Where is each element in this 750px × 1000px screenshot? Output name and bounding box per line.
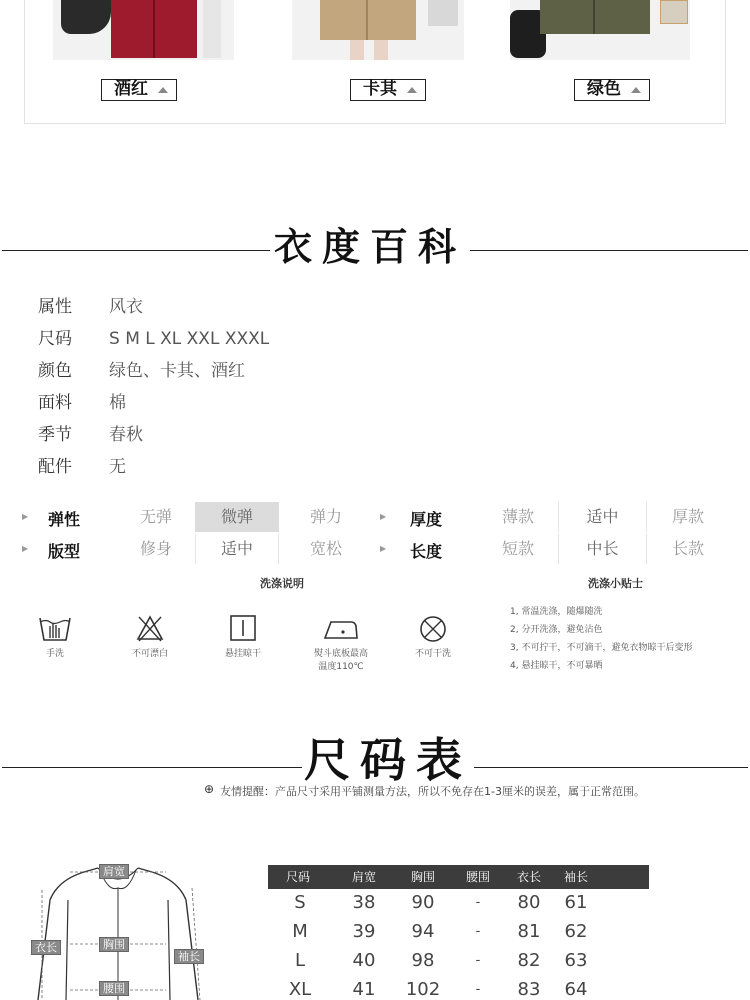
- care-caption: 熨斗底板最高: [313, 649, 368, 659]
- photo-green: [510, 0, 690, 60]
- caret-right-icon: ▶: [22, 512, 29, 521]
- diagram-label-sleeve: 袖长: [174, 949, 204, 964]
- heading-rule-right: [470, 250, 748, 251]
- table-cell: -: [475, 895, 481, 910]
- attribute-key: 面料: [38, 393, 72, 413]
- heading-rule-left: [2, 250, 270, 251]
- attribute-key: 属性: [38, 297, 72, 317]
- photo-khaki: [292, 0, 464, 60]
- attribute-row: [38, 388, 126, 413]
- wash-tip: 1, 常温洗涤，随爆随洗: [510, 607, 603, 617]
- diagram-label-chest: 胸围: [99, 937, 129, 952]
- table-row: [268, 917, 649, 947]
- table-cell: -: [475, 982, 481, 997]
- column-header: 肩宽: [351, 870, 376, 884]
- attribute-value: 绿色、卡其、酒红: [109, 361, 245, 381]
- table-row: [268, 888, 649, 918]
- wash-tip: 2, 分开洗涤，避免沾色: [510, 625, 603, 635]
- wash-tips-title: 洗涤小贴士: [588, 577, 643, 590]
- heading-rule-left: [2, 767, 302, 768]
- care-caption-line2: 温度110℃: [318, 662, 364, 672]
- attribute-value: S M L XL XXL XXXL: [109, 329, 270, 349]
- elasticity-option-selected: 微弹: [195, 502, 279, 532]
- attribute-key: 季节: [38, 425, 72, 445]
- column-header: 尺码: [285, 870, 310, 884]
- column-header: 腰围: [465, 870, 490, 884]
- color-tag-khaki: [350, 79, 426, 101]
- color-tag-label: 绿色: [587, 79, 621, 99]
- length-option: 短款: [501, 539, 534, 558]
- fit-option-selected: 适中: [195, 534, 279, 564]
- triangle-up-icon: [158, 87, 168, 93]
- fit-option: 宽松: [309, 539, 342, 558]
- caret-right-icon: ▶: [380, 544, 387, 553]
- table-cell: S: [294, 892, 306, 913]
- attribute-key: 尺码: [38, 329, 72, 349]
- attribute-row: [38, 292, 143, 317]
- elasticity-option: 弹力: [309, 507, 342, 526]
- size-chart-title: 尺码表: [304, 733, 472, 787]
- encyclopedia-title: 衣度百科: [273, 224, 466, 269]
- hang-dry-icon: [229, 614, 257, 642]
- no-tumble-dry-icon: [418, 614, 448, 644]
- table-cell: 83: [517, 979, 541, 1000]
- table-row: [268, 946, 649, 976]
- caret-right-icon: ▶: [22, 544, 29, 553]
- hand-wash-icon: [38, 614, 72, 642]
- triangle-up-icon: [407, 87, 417, 93]
- attribute-row: [38, 324, 269, 349]
- care-caption: 手洗: [45, 649, 64, 659]
- table-cell: -: [475, 953, 481, 968]
- caret-right-icon: ▶: [380, 512, 387, 521]
- size-table-header: [268, 865, 649, 889]
- heading-rule-right: [474, 767, 748, 768]
- measurement-note: 友情提醒：产品尺寸采用平铺测量方法，所以不免存在1-3厘米的误差，属于正常范围。: [220, 785, 645, 798]
- property-label-fit: 版型: [48, 542, 81, 561]
- thickness-option: 厚款: [671, 507, 704, 526]
- care-caption: 不可漂白: [131, 649, 168, 659]
- attribute-row: [38, 420, 143, 445]
- fit-option: 修身: [139, 539, 172, 558]
- attribute-row: [38, 356, 245, 381]
- table-cell: 62: [564, 921, 588, 942]
- iron-icon: [323, 616, 359, 640]
- property-label-elasticity: 弹性: [48, 510, 81, 529]
- wash-tip: 3, 不可拧干，不可滴干，避免衣物晾干后变形: [510, 643, 693, 653]
- diagram-label-waist: 腰围: [99, 981, 129, 996]
- column-header: 胸围: [410, 870, 435, 884]
- wash-instructions-title: 洗涤说明: [260, 577, 304, 590]
- care-caption: 不可干洗: [414, 649, 451, 659]
- triangle-up-icon: [631, 87, 641, 93]
- color-tag-label: 卡其: [363, 79, 397, 99]
- table-row: [268, 975, 649, 1000]
- table-cell: XL: [288, 979, 312, 1000]
- table-cell: 41: [352, 979, 376, 1000]
- table-cell: 81: [517, 921, 541, 942]
- table-cell: 102: [405, 979, 441, 1000]
- table-cell: 80: [517, 892, 541, 913]
- table-cell: M: [292, 921, 308, 942]
- thickness-option: 薄款: [501, 507, 534, 526]
- property-label-length: 长度: [410, 542, 443, 561]
- thickness-option-selected: 适中: [558, 502, 647, 532]
- length-option: 长款: [671, 539, 704, 558]
- length-option-selected: 中长: [558, 534, 647, 564]
- diagram-label-length: 衣长: [31, 940, 61, 955]
- wash-tips-list: [510, 603, 692, 675]
- attribute-row: [38, 452, 126, 477]
- table-cell: 90: [411, 892, 435, 913]
- diagram-label-shoulder: 肩宽: [99, 864, 129, 879]
- care-caption: 悬挂晾干: [224, 649, 261, 659]
- table-cell: 82: [517, 950, 541, 971]
- wash-tip: 4, 悬挂晾干，不可暴晒: [510, 661, 603, 671]
- table-cell: 94: [411, 921, 435, 942]
- garment-diagram: [28, 860, 208, 1000]
- color-tag-wine-red: [101, 79, 177, 101]
- table-cell: 63: [564, 950, 588, 971]
- table-cell: -: [475, 924, 481, 939]
- attribute-key: 配件: [38, 457, 72, 477]
- attribute-key: 颜色: [38, 361, 72, 381]
- attribute-value: 春秋: [109, 425, 143, 445]
- column-header: 衣长: [516, 870, 541, 884]
- table-cell: L: [294, 950, 306, 971]
- table-cell: 38: [352, 892, 376, 913]
- color-tag-label: 酒红: [114, 79, 148, 99]
- table-cell: 40: [352, 950, 376, 971]
- color-tag-green: [574, 79, 650, 101]
- no-bleach-icon: [136, 614, 164, 642]
- table-cell: 64: [564, 979, 588, 1000]
- photo-wine-red: [53, 0, 234, 60]
- attribute-value: 棉: [109, 393, 126, 413]
- column-header: 袖长: [563, 870, 588, 884]
- property-label-thickness: 厚度: [410, 510, 443, 529]
- table-cell: 98: [411, 950, 435, 971]
- plus-circle-icon: ⊕: [204, 782, 215, 796]
- table-cell: 61: [564, 892, 588, 913]
- attribute-value: 无: [109, 457, 126, 477]
- elasticity-option: 无弹: [139, 507, 172, 526]
- table-cell: 39: [352, 921, 376, 942]
- attribute-value: 风衣: [109, 297, 143, 317]
